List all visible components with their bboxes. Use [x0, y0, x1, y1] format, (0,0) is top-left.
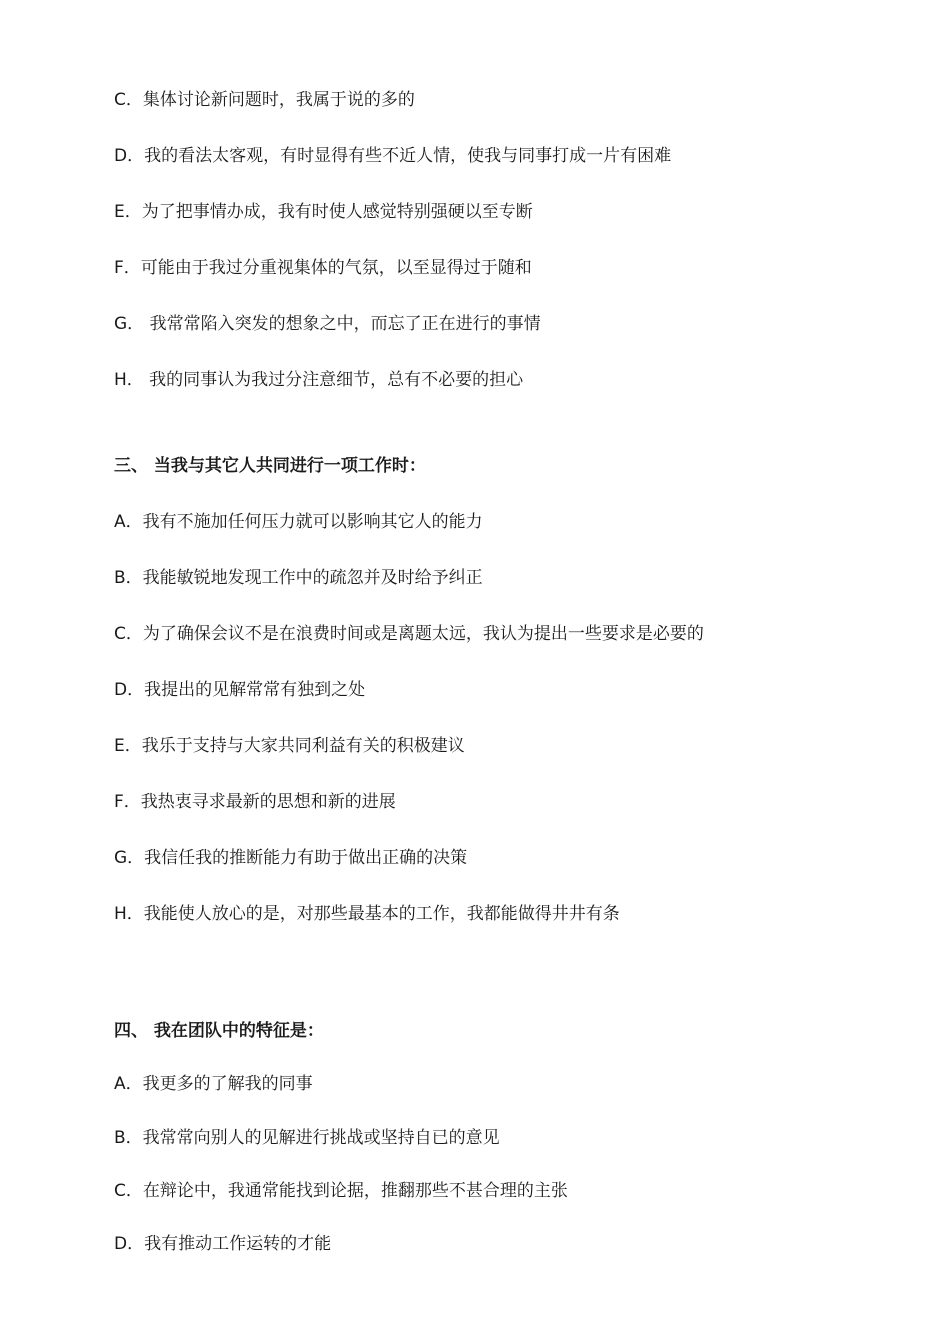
option-b-s4: B．我常常向别人的见解进行挑战或坚持自已的意见: [114, 1128, 500, 1148]
option-c-s4: C．在辩论中，我通常能找到论据，推翻那些不甚合理的主张: [114, 1181, 568, 1201]
option-d-s2: D．我的看法太客观，有时显得有些不近人情，使我与同事打成一片有困难: [114, 146, 672, 166]
option-a-s4: A．我更多的了解我的同事: [114, 1074, 313, 1094]
option-c-s2: C．集体讨论新问题时，我属于说的多的: [114, 90, 415, 110]
option-d-s3: D．我提出的见解常常有独到之处: [114, 680, 366, 700]
option-h-s3: H．我能使人放心的是，对那些最基本的工作，我都能做得井井有条: [114, 904, 620, 924]
option-f-s2: F．可能由于我过分重视集体的气氛，以至显得过于随和: [114, 258, 532, 278]
option-f-s3: F．我热衷寻求最新的思想和新的进展: [114, 792, 396, 812]
option-e-s2: E．为了把事情办成，我有时使人感觉特别强硬以至专断: [114, 202, 533, 222]
section-3-heading: 三、 当我与其它人共同进行一项工作时：: [114, 456, 426, 476]
option-h-s2: H． 我的同事认为我过分注意细节，总有不必要的担心: [114, 370, 524, 390]
option-c-s3: C．为了确保会议不是在浪费时间或是离题太远，我认为提出一些要求是必要的: [114, 624, 704, 644]
option-b-s3: B．我能敏锐地发现工作中的疏忽并及时给予纠正: [114, 568, 483, 588]
option-g-s2: G． 我常常陷入突发的想象之中，而忘了正在进行的事情: [114, 314, 541, 334]
option-d-s4: D．我有推动工作运转的才能: [114, 1234, 332, 1254]
option-a-s3: A．我有不施加任何压力就可以影响其它人的能力: [114, 512, 483, 532]
option-g-s3: G．我信任我的推断能力有助于做出正确的决策: [114, 848, 468, 868]
section-4-heading: 四、 我在团队中的特征是：: [114, 1021, 324, 1041]
option-e-s3: E．我乐于支持与大家共同利益有关的积极建议: [114, 736, 465, 756]
